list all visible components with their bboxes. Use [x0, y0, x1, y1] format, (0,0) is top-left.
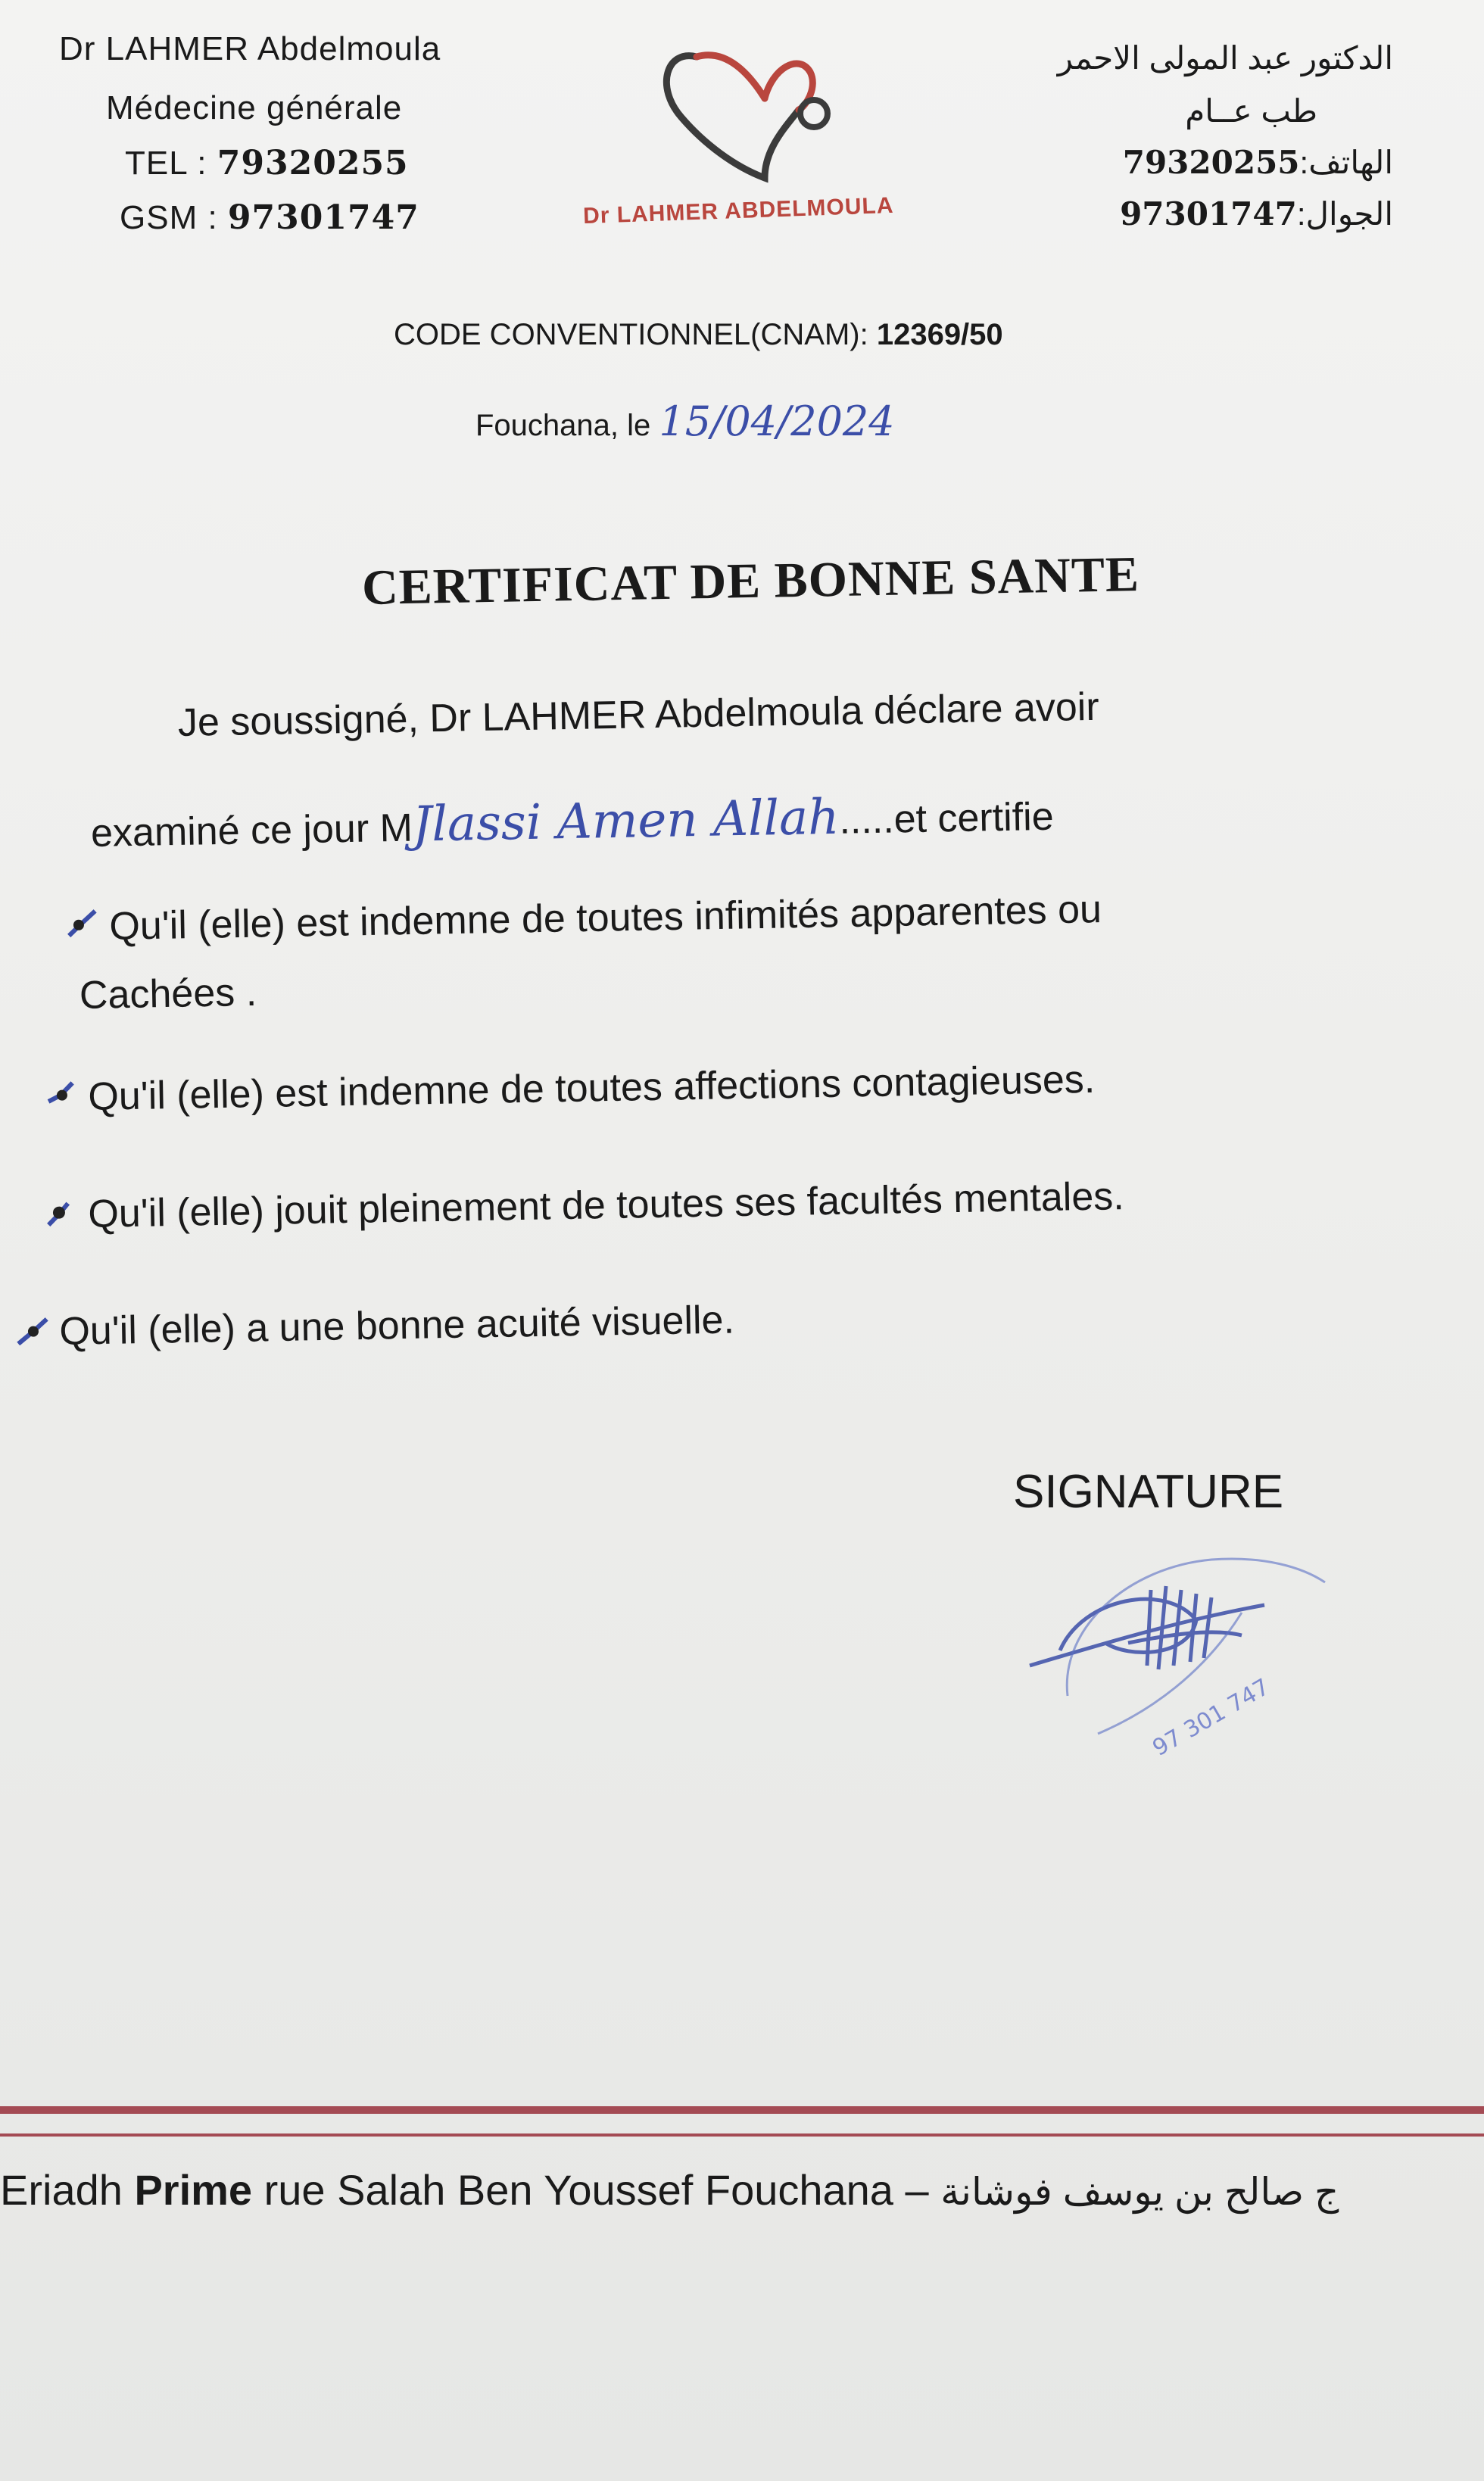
- signature-stamp-icon: [1015, 1537, 1408, 1779]
- footer-text-start: Eriadh: [0, 2166, 135, 2214]
- item-2-text: Qu'il (elle) est indemne de toutes affections contagieuses.: [87, 1057, 1096, 1120]
- check-item-3: [45, 1173, 1124, 1238]
- footer-arabic: ج صالح بن يوسف فوشانة: [940, 2171, 1339, 2213]
- tel-label: TEL :: [125, 145, 207, 182]
- date-handwritten: 15/04/2024: [659, 397, 895, 445]
- doctor-name: Dr LAHMER Abdelmoula: [59, 30, 441, 67]
- item-1-text: Qu'il (elle) est indemne de toutes infimités apparentes ou: [108, 887, 1102, 949]
- gsm-value: 97301747: [227, 198, 419, 237]
- signature-label: SIGNATURE: [1013, 1466, 1284, 1518]
- item-4-text: Qu'il (elle) a une bonne acuité visuelle.: [58, 1298, 735, 1354]
- footer-text-rest: rue Salah Ben Youssef Fouchana –: [252, 2166, 929, 2214]
- patient-name-handwritten: Jlassi Amen Allah: [412, 789, 840, 853]
- check-mark-icon: [17, 1313, 49, 1345]
- stethoscope-logo-icon: [651, 42, 848, 185]
- tel-line: [125, 144, 409, 182]
- check-mark-icon: [67, 908, 99, 940]
- arabic-doctor-name: الدكتور عبد المولى الاحمر: [1057, 40, 1393, 76]
- tel-value: 79320255: [217, 144, 409, 182]
- certify-suffix: .....et certifie: [838, 794, 1055, 843]
- check-item-2: [45, 1057, 1095, 1121]
- arabic-gsm-label: :الجوال: [1296, 196, 1393, 232]
- footer-address: [0, 2165, 1339, 2215]
- specialty: Médecine générale: [106, 89, 403, 126]
- code-line: [394, 318, 1003, 352]
- arabic-tel-line: [1123, 144, 1393, 181]
- gsm-line: [120, 198, 419, 237]
- arabic-gsm-line: [1120, 195, 1393, 232]
- date-prefix: Fouchana, le: [475, 409, 651, 442]
- logo-text: Dr LAHMER ABDELMOULA: [582, 192, 894, 229]
- item-3-text: Qu'il (elle) jouit pleinement de toutes ses facultés mentales.: [87, 1174, 1125, 1237]
- gsm-label: GSM :: [120, 199, 218, 236]
- arabic-tel-label: :الهاتف: [1299, 145, 1393, 180]
- certificate-title: CERTIFICAT DE BONNE SANTE: [361, 547, 1140, 616]
- item-1-continuation: Cachées .: [79, 970, 257, 1018]
- arabic-tel-value: 79320255: [1122, 144, 1300, 181]
- code-label: CODE CONVENTIONNEL(CNAM):: [394, 318, 868, 351]
- footer-text-bold: Prime: [134, 2166, 253, 2214]
- check-item-1: [66, 887, 1102, 950]
- stamp-number: 97 301 747: [1148, 1673, 1274, 1762]
- check-mark-icon: [45, 1195, 78, 1228]
- footer-rule-thin: [0, 2133, 1484, 2137]
- date-line: [475, 397, 895, 445]
- declaration-line-1: Je soussigné, Dr LAHMER Abdelmoula déclare avoir: [177, 684, 1100, 745]
- footer-rule: [0, 2106, 1484, 2114]
- code-value: 12369/50: [876, 318, 1003, 351]
- declaration-line-2: [90, 786, 1054, 859]
- check-mark-icon: [45, 1078, 78, 1111]
- arabic-specialty: طب عــام: [1185, 93, 1317, 129]
- examined-prefix: examiné ce jour M: [90, 806, 413, 856]
- arabic-gsm-value: 97301747: [1120, 195, 1297, 232]
- check-item-4: [16, 1297, 734, 1355]
